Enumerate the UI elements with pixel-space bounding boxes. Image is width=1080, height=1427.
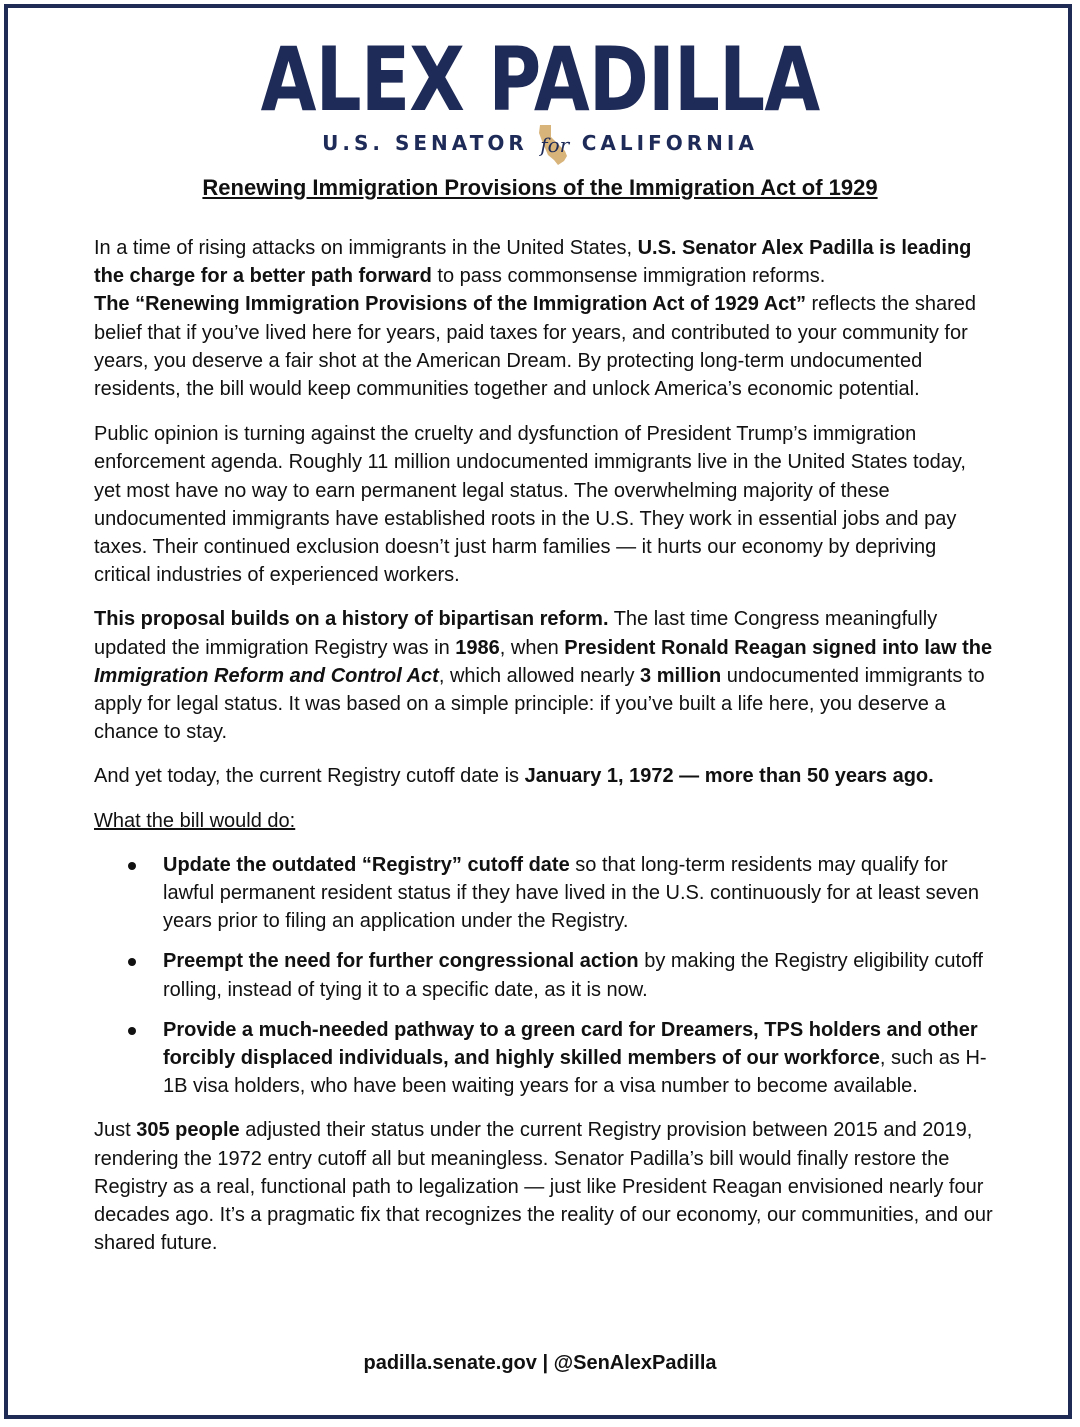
senator-subtitle — [0, 128, 1080, 160]
bullet-text: , such as H-1B visa holders, who have been waiting years for a visa number to become available. — [163, 1047, 987, 1098]
act-name: Immigration Reform and Control Act — [94, 664, 439, 687]
bullet-bold: Provide a much-needed pathway to a green card for Dreamers, TPS holders and other forcibly displaced individuals, and highly skilled members of our workforce — [163, 1018, 978, 1070]
text-run: to pass commonsense immigration reforms. — [431, 265, 826, 288]
list-item — [94, 1016, 994, 1101]
bold-run: January 1, 1972 — more than 50 years ago. — [524, 765, 934, 788]
text-run: The last time Congress meaningfully updated the immigration Registry was in — [94, 608, 938, 659]
closing-paragraph — [94, 1116, 994, 1257]
bill-name: The “Renewing Immigration Provisions of the Immigration Act of 1929 Act” — [94, 293, 806, 316]
document-title: Renewing Immigration Provisions of the Immigration Act of 1929 — [202, 175, 878, 200]
bill-actions-list — [94, 851, 994, 1101]
history-paragraph — [94, 605, 994, 746]
subtitle-right: CALIFORNIA — [581, 131, 758, 155]
text-run: And yet today, the current Registry cutoff date is — [94, 765, 525, 788]
text-run: , when — [499, 636, 565, 659]
text-run: In a time of rising attacks on immigrants in the United States, — [94, 237, 638, 259]
list-item — [94, 947, 994, 1003]
bold-run: This proposal builds on a history of bipartisan reform. — [94, 608, 609, 631]
list-item — [94, 851, 994, 936]
subtitle-for: for — [540, 132, 570, 157]
bold-run: 305 people — [136, 1119, 240, 1142]
bullet-text: by making the Registry eligibility cutoff rolling, instead of tying it to a specific date, as it is now. — [163, 950, 983, 1001]
bullet-bold: Update the outdated “Registry” cutoff date — [163, 853, 570, 876]
bold-run: 3 million — [640, 664, 722, 687]
bill-actions-heading: What the bill would do: — [94, 809, 296, 832]
intro-paragraph — [94, 234, 994, 403]
bullet-icon — [128, 958, 136, 966]
senator-name-logo: ALEX PADILLA — [260, 28, 820, 131]
text-run: Just — [94, 1119, 137, 1142]
for-california-mark — [534, 130, 576, 160]
cutoff-paragraph — [94, 762, 994, 790]
subtitle-left: U.S. SENATOR — [322, 131, 528, 155]
text-run: adjusted their status under the current Registry provision between 2015 and 2019, rendering the 1972 entry cutoff all but meaningless. Senator Padilla’s bill would finally restore the Registry as a real, functional path to legalization — just like President Reagan envisioned nearly four decades ago. It’s a pragmatic fix that recognizes the reality of our economy, our communities, and our shared future. — [94, 1119, 993, 1255]
text-run: , which allowed nearly — [438, 664, 641, 687]
document-body — [94, 234, 994, 1258]
bullet-text: so that long-term residents may qualify for lawful permanent resident status if they have lived in the U.S. continuously for at least seven years prior to filing an application under the Registry. — [163, 853, 979, 933]
text-run: undocumented immigrants to apply for legal status. It was based on a simple principle: if you’ve built a life here, you deserve a chance to stay. — [94, 664, 985, 744]
bold-run: U.S. Senator Alex Padilla is leading the charge for a better path forward — [94, 237, 972, 288]
footer-contact: padilla.senate.gov | @SenAlexPadilla — [363, 1352, 717, 1374]
bold-run: President Ronald Reagan signed into law the — [564, 636, 993, 659]
bold-run: 1986 — [455, 636, 500, 659]
bullet-icon — [128, 1027, 136, 1035]
bullet-bold: Preempt the need for further congressional action — [163, 950, 639, 973]
bullet-icon — [128, 862, 136, 870]
public-opinion-paragraph: Public opinion is turning against the cruelty and dysfunction of President Trump’s immigration enforcement agenda. Roughly 11 million undocumented immigrants live in the United States today, yet most have no way to earn permanent legal status. The overwhelming majority of these undocumented immigrants have established roots in the U.S. They work in essential jobs and pay taxes. Their continued exclusion doesn’t just harm families — it hurts our economy by depriving critical industries of experienced workers. — [94, 423, 966, 587]
text-run: reflects the shared belief that if you’ve lived here for years, paid taxes for years, and contributed to your community for years, you deserve a fair shot at the American Dream. By protecting long-term undocumented residents, the bill would keep communities together and unlock America’s economic potential. — [94, 293, 977, 401]
